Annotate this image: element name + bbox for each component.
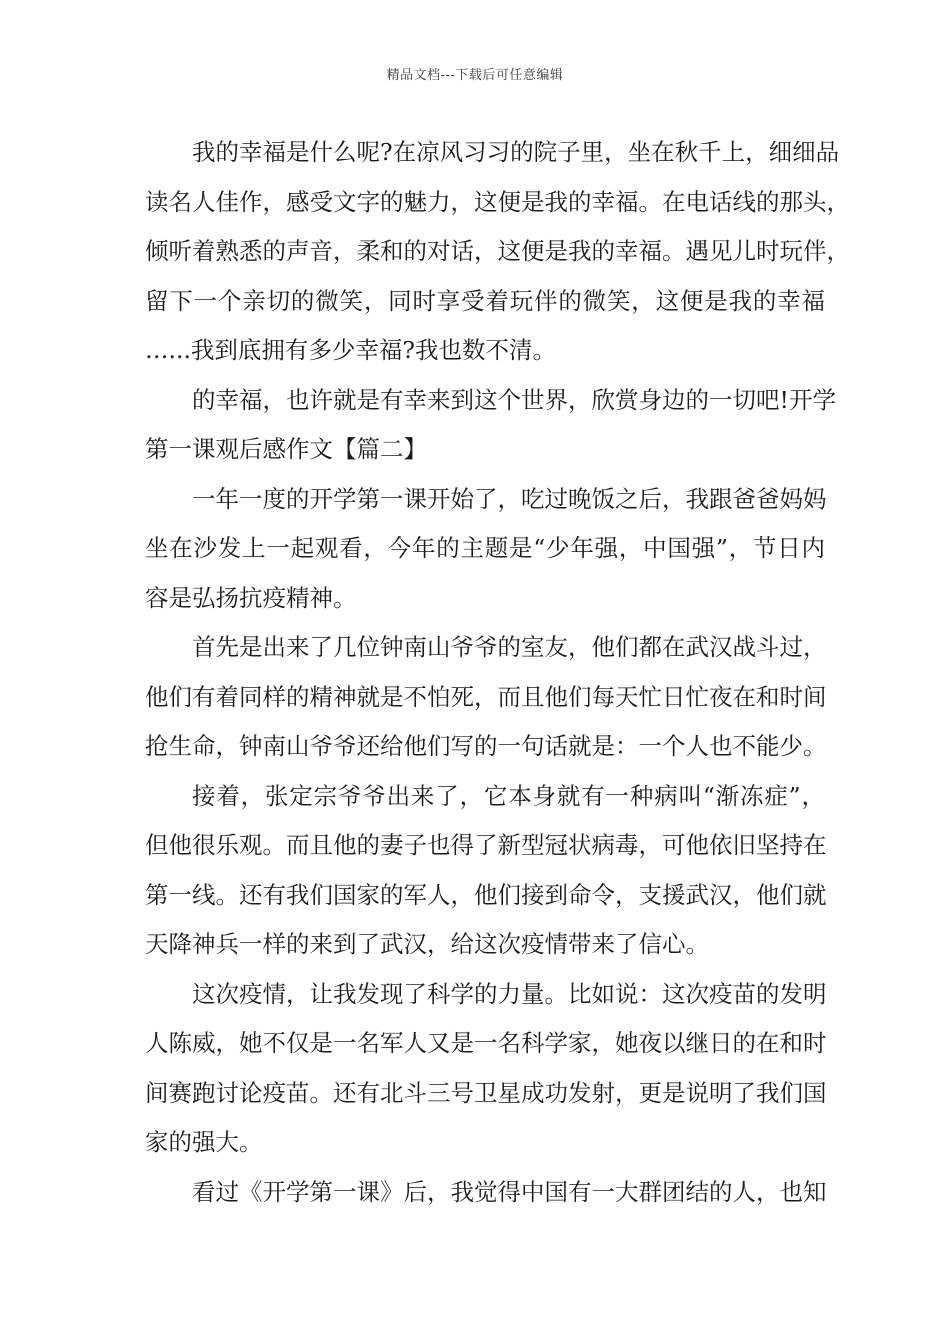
- text-line: 看过《开学第一课》后，我觉得中国有一大群团结的人，也知: [192, 1177, 827, 1206]
- text-line: 天降神兵一样的来到了武汉，给这次疫情带来了信心。: [145, 930, 709, 958]
- text-line: 倾听着熟悉的声音，柔和的对话，这便是我的幸福。遇见儿时玩伴，: [145, 237, 850, 265]
- text-line: 读名人佳作，感受文字的魅力，这便是我的幸福。在电话线的那头，: [145, 187, 850, 216]
- text-line: 抢生命，钟南山爷爷还给他们写的一句话就是：一个人也不能少。: [145, 732, 827, 760]
- text-line: 我的幸福是什么呢?在凉风习习的院子里，坐在秋千上，细细品: [192, 138, 840, 166]
- section-heading-line: 第一课观后感作文【篇二】: [145, 435, 427, 463]
- text-line: 的幸福，也许就是有幸来到这个世界，欣赏身边的一切吧!开学: [192, 385, 836, 414]
- text-line: 一年一度的开学第一课开始了，吃过晚饭之后，我跟爸爸妈妈: [192, 484, 827, 513]
- text-line: 首先是出来了几位钟南山爷爷的室友，他们都在武汉战斗过，: [192, 633, 827, 661]
- paragraph: [145, 772, 825, 970]
- paragraph: [145, 623, 825, 772]
- text-line: 这次疫情，让我发现了科学的力量。比如说：这次疫苗的发明: [192, 979, 827, 1008]
- paragraph: [145, 376, 836, 475]
- text-line: 但他很乐观。而且他的妻子也得了新型冠状病毒，可他依旧坚持在: [145, 831, 827, 859]
- text-line: 留下一个亲切的微笑，同时享受着玩伴的微笑，这便是我的幸福: [145, 286, 825, 315]
- text-line: 容是弘扬抗疫精神。: [145, 583, 357, 612]
- text-line: 家的强大。: [145, 1128, 263, 1156]
- text-line: 第一线。还有我们国家的军人，他们接到命令，支援武汉，他们就: [145, 880, 827, 909]
- paragraph: [145, 128, 850, 376]
- text-line: 他们有着同样的精神就是不怕死，而且他们每天忙日忙夜在和时间: [145, 682, 827, 711]
- text-line: 间赛跑讨论疫苗。还有北斗三号卫星成功发射，更是说明了我们国: [145, 1078, 827, 1107]
- paragraph: [145, 475, 825, 624]
- paragraph: [145, 1168, 825, 1218]
- paragraph: [145, 970, 825, 1168]
- text-line: 坐在沙发上一起观看，今年的主题是“少年强，中国强”，节日内: [145, 534, 825, 562]
- text-line: …...我到底拥有多少幸福?我也数不清。: [145, 336, 557, 364]
- text-line: 人陈威，她不仅是一名军人又是一名科学家，她夜以继日的在和时: [145, 1029, 827, 1057]
- document-body: [145, 128, 850, 1217]
- page-header: 精品文档---下载后可任意编辑: [386, 68, 564, 83]
- text-line: 接着，张定宗爷爷出来了，它本身就有一种病叫“渐冻症”，: [192, 781, 825, 810]
